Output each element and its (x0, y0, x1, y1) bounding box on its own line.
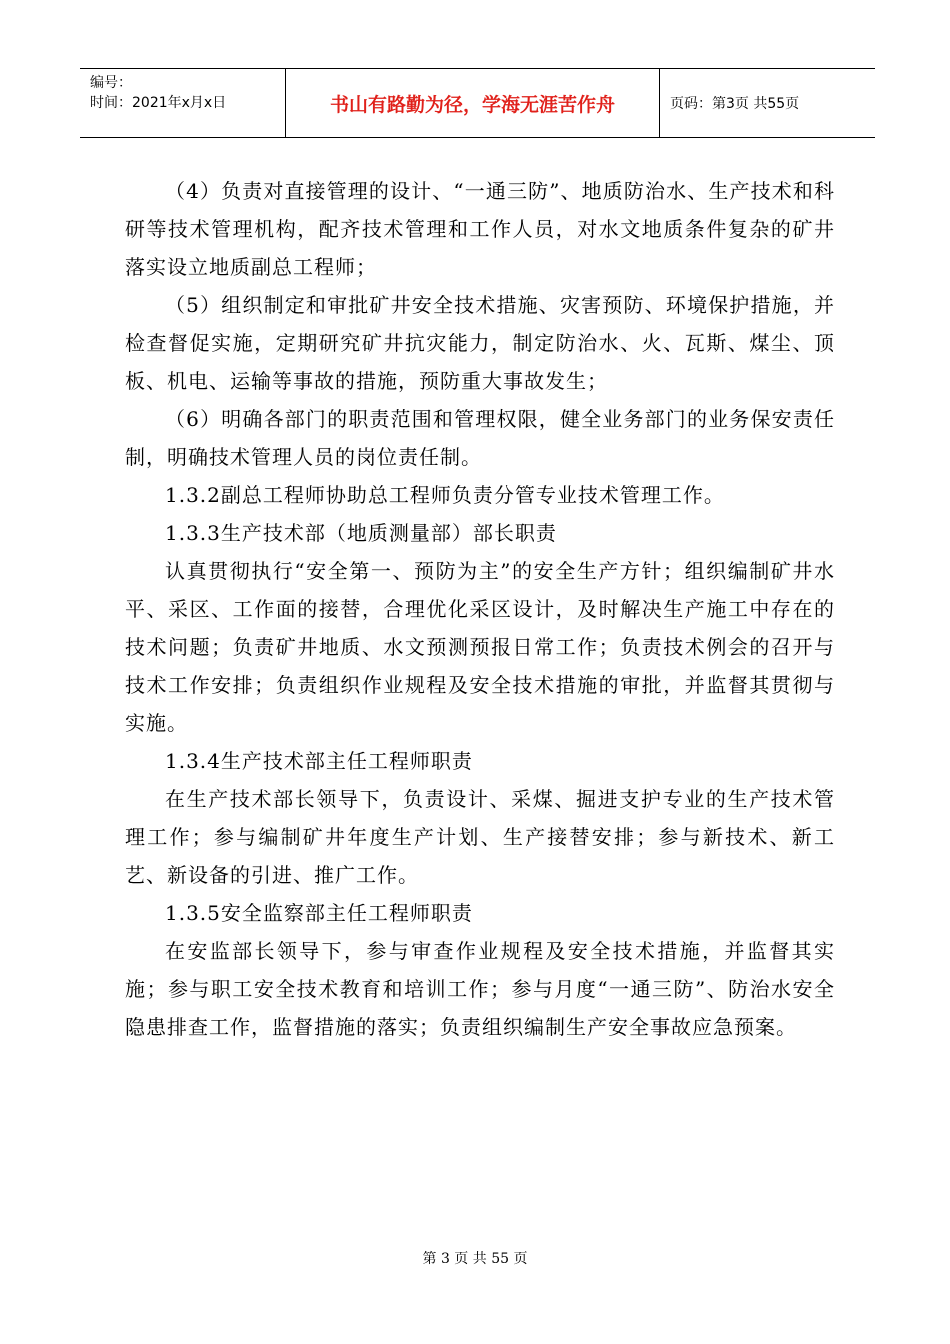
document-number-label: 编号： (90, 75, 132, 91)
header-meta (80, 69, 286, 137)
section-1-3-4-body: 在生产技术部长领导下，负责设计、采煤、掘进支护专业的生产技术管理工作；参与编制矿井年度生产计划、生产接替安排；参与新技术、新工艺、新设备的引进、推广工作。 (125, 787, 835, 887)
section-1-3-5-body: 在安监部长领导下，参与审查作业规程及安全技术措施，并监督其实施；参与职工安全技术教育和培训工作；参与月度“一通三防”、防治水安全隐患排查工作，监督措施的落实；负责组织编制生产安全事故应急预案。 (125, 939, 835, 1039)
section-1-3-4-heading: 1.3.4生产技术部主任工程师职责 (165, 749, 473, 773)
paragraph-item-6: （6）明确各部门的职责范围和管理权限，健全业务部门的业务保安责任制，明确技术管理人员的岗位责任制。 (125, 407, 835, 469)
paragraph-item-4: （4）负责对直接管理的设计、“一通三防”、地质防治水、生产技术和科研等技术管理机构，配齐技术管理和工作人员，对水文地质条件复杂的矿井落实设立地质副总工程师； (125, 179, 835, 279)
header-page-info: 页码：第3页 共55页 (670, 96, 800, 112)
document-body (125, 172, 835, 1046)
header-motto: 书山有路勤为径，学海无涯苦作舟 (286, 69, 660, 137)
document-time-label: 时间：2021年x月x日 (90, 95, 227, 111)
section-1-3-3-heading: 1.3.3生产技术部（地质测量部）部长职责 (165, 521, 557, 545)
page-header (80, 68, 875, 138)
paragraph-item-5: （5）组织制定和审批矿井安全技术措施、灾害预防、环境保护措施，并检查督促实施，定期研究矿井抗灾能力，制定防治水、火、瓦斯、煤尘、顶板、机电、运输等事故的措施，预防重大事故发生； (125, 293, 835, 393)
section-1-3-5-heading: 1.3.5安全监察部主任工程师职责 (165, 901, 473, 925)
section-1-3-3-body: 认真贯彻执行“安全第一、预防为主”的安全生产方针；组织编制矿井水平、采区、工作面的接替，合理优化采区设计，及时解决生产施工中存在的技术问题；负责矿井地质、水文预测预报日常工作；负责技术例会的召开与技术工作安排；负责组织作业规程及安全技术措施的审批，并监督其贯彻与实施。 (125, 559, 835, 735)
page-footer: 第 3 页 共 55 页 (422, 1251, 528, 1267)
section-1-3-2: 1.3.2副总工程师协助总工程师负责分管专业技术管理工作。 (165, 483, 725, 507)
